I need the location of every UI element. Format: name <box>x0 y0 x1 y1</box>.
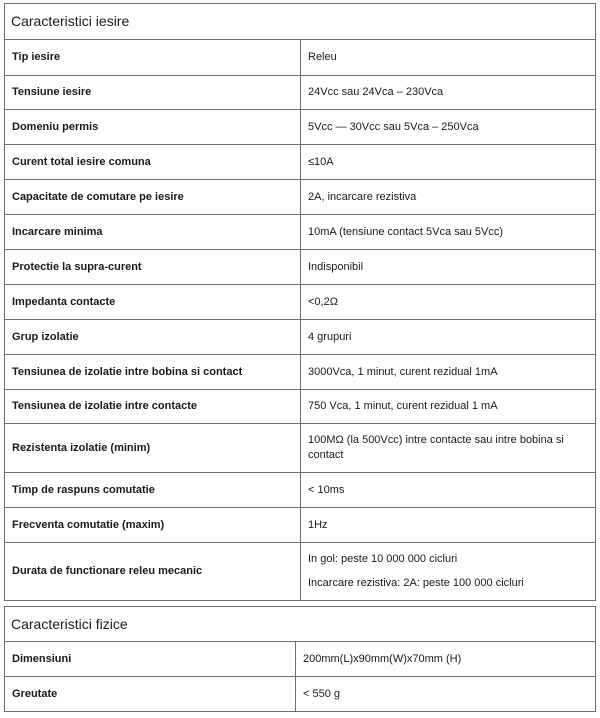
spec-value-line: 750 Vca, 1 minut, curent rezidual 1 mA <box>308 400 498 412</box>
spec-row <box>5 355 596 390</box>
spec-label: Protectie la supra-curent <box>5 250 301 285</box>
section-title: Caracteristici fizice <box>5 607 596 642</box>
spec-label: Capacitate de comutare pe iesire <box>5 180 301 215</box>
spec-value-line: In gol: peste 10 000 000 cicluri <box>308 553 458 565</box>
spec-value <box>296 677 596 712</box>
spec-value-line: 5Vcc — 30Vcc sau 5Vca – 250Vca <box>308 120 479 133</box>
spec-label: Curent total iesire comuna <box>5 145 301 180</box>
spec-value <box>301 285 596 320</box>
spec-value <box>301 145 596 180</box>
spec-value-line: 24Vcc sau 24Vca – 230Vca <box>308 86 444 98</box>
spec-value-line: 200mm(L)x90mm(W)x70mm (H) <box>303 652 462 665</box>
spec-value <box>301 76 596 110</box>
spec-value-line: Indisponibil <box>308 260 364 273</box>
spec-value <box>301 508 596 543</box>
spec-label: Rezistenta izolatie (minim) <box>5 424 301 473</box>
spec-row <box>5 110 596 145</box>
spec-label: Frecventa comutatie (maxim) <box>5 508 301 543</box>
spec-row <box>5 508 596 543</box>
spec-row <box>5 677 596 712</box>
spec-value <box>301 110 596 145</box>
spec-label: Tip iesire <box>5 40 301 76</box>
spec-value-line: ≤10A <box>308 155 334 168</box>
spec-label: Dimensiuni <box>5 642 296 677</box>
spec-row <box>5 215 596 250</box>
spec-value <box>301 424 596 473</box>
spec-value <box>301 355 596 390</box>
spec-value-line: < 550 g <box>303 687 341 700</box>
spec-value-line: 3000Vca, 1 minut, curent rezidual 1mA <box>308 365 498 378</box>
spec-value-line: 100MΩ (la 500Vcc) intre contacte sau intre bobina si contact <box>308 434 564 461</box>
spec-value-line: Incarcare rezistiva: 2A: peste 100 000 cicluri <box>308 577 524 589</box>
spec-label: Tensiunea de izolatie intre bobina si contact <box>5 355 301 390</box>
spec-row <box>5 285 596 320</box>
spec-label: Domeniu permis <box>5 110 301 145</box>
spec-value-line: 2A, incarcare rezistiva <box>308 190 417 203</box>
spec-value <box>301 215 596 250</box>
section-title: Caracteristici iesire <box>5 4 596 40</box>
spec-row <box>5 543 596 601</box>
spec-label: Durata de functionare releu mecanic <box>5 543 301 601</box>
spec-label: Incarcare minima <box>5 215 301 250</box>
spec-row <box>5 250 596 285</box>
spec-value <box>301 180 596 215</box>
physical-characteristics-table <box>4 606 596 712</box>
spec-label: Grup izolatie <box>5 320 301 355</box>
spec-label: Impedanta contacte <box>5 285 301 320</box>
spec-row <box>5 40 596 76</box>
spec-row <box>5 642 596 677</box>
spec-label: Greutate <box>5 677 296 712</box>
spec-value-line: 10mA (tensiune contact 5Vca sau 5Vcc) <box>308 225 504 238</box>
section-header-row <box>5 4 596 40</box>
spec-value <box>301 390 596 424</box>
spec-value-line: 4 grupuri <box>308 330 352 343</box>
spec-value <box>301 543 596 601</box>
spec-value <box>301 320 596 355</box>
spec-row <box>5 76 596 110</box>
spec-label: Tensiunea de izolatie intre contacte <box>5 390 301 424</box>
spec-row <box>5 424 596 473</box>
spec-label: Tensiune iesire <box>5 76 301 110</box>
spec-row <box>5 145 596 180</box>
spec-row <box>5 180 596 215</box>
spec-row <box>5 320 596 355</box>
spec-value <box>301 250 596 285</box>
spec-value-line: 1Hz <box>308 518 328 531</box>
spec-value <box>301 40 596 76</box>
output-characteristics-table <box>4 3 596 601</box>
spec-row <box>5 390 596 424</box>
spec-value <box>296 642 596 677</box>
spec-value-line: <0,2Ω <box>308 295 338 308</box>
spec-label: Timp de raspuns comutatie <box>5 473 301 508</box>
section-header-row <box>5 607 596 642</box>
spec-value-line: < 10ms <box>308 483 345 496</box>
spec-value-line: Releu <box>308 51 337 63</box>
spec-row <box>5 473 596 508</box>
spec-value <box>301 473 596 508</box>
